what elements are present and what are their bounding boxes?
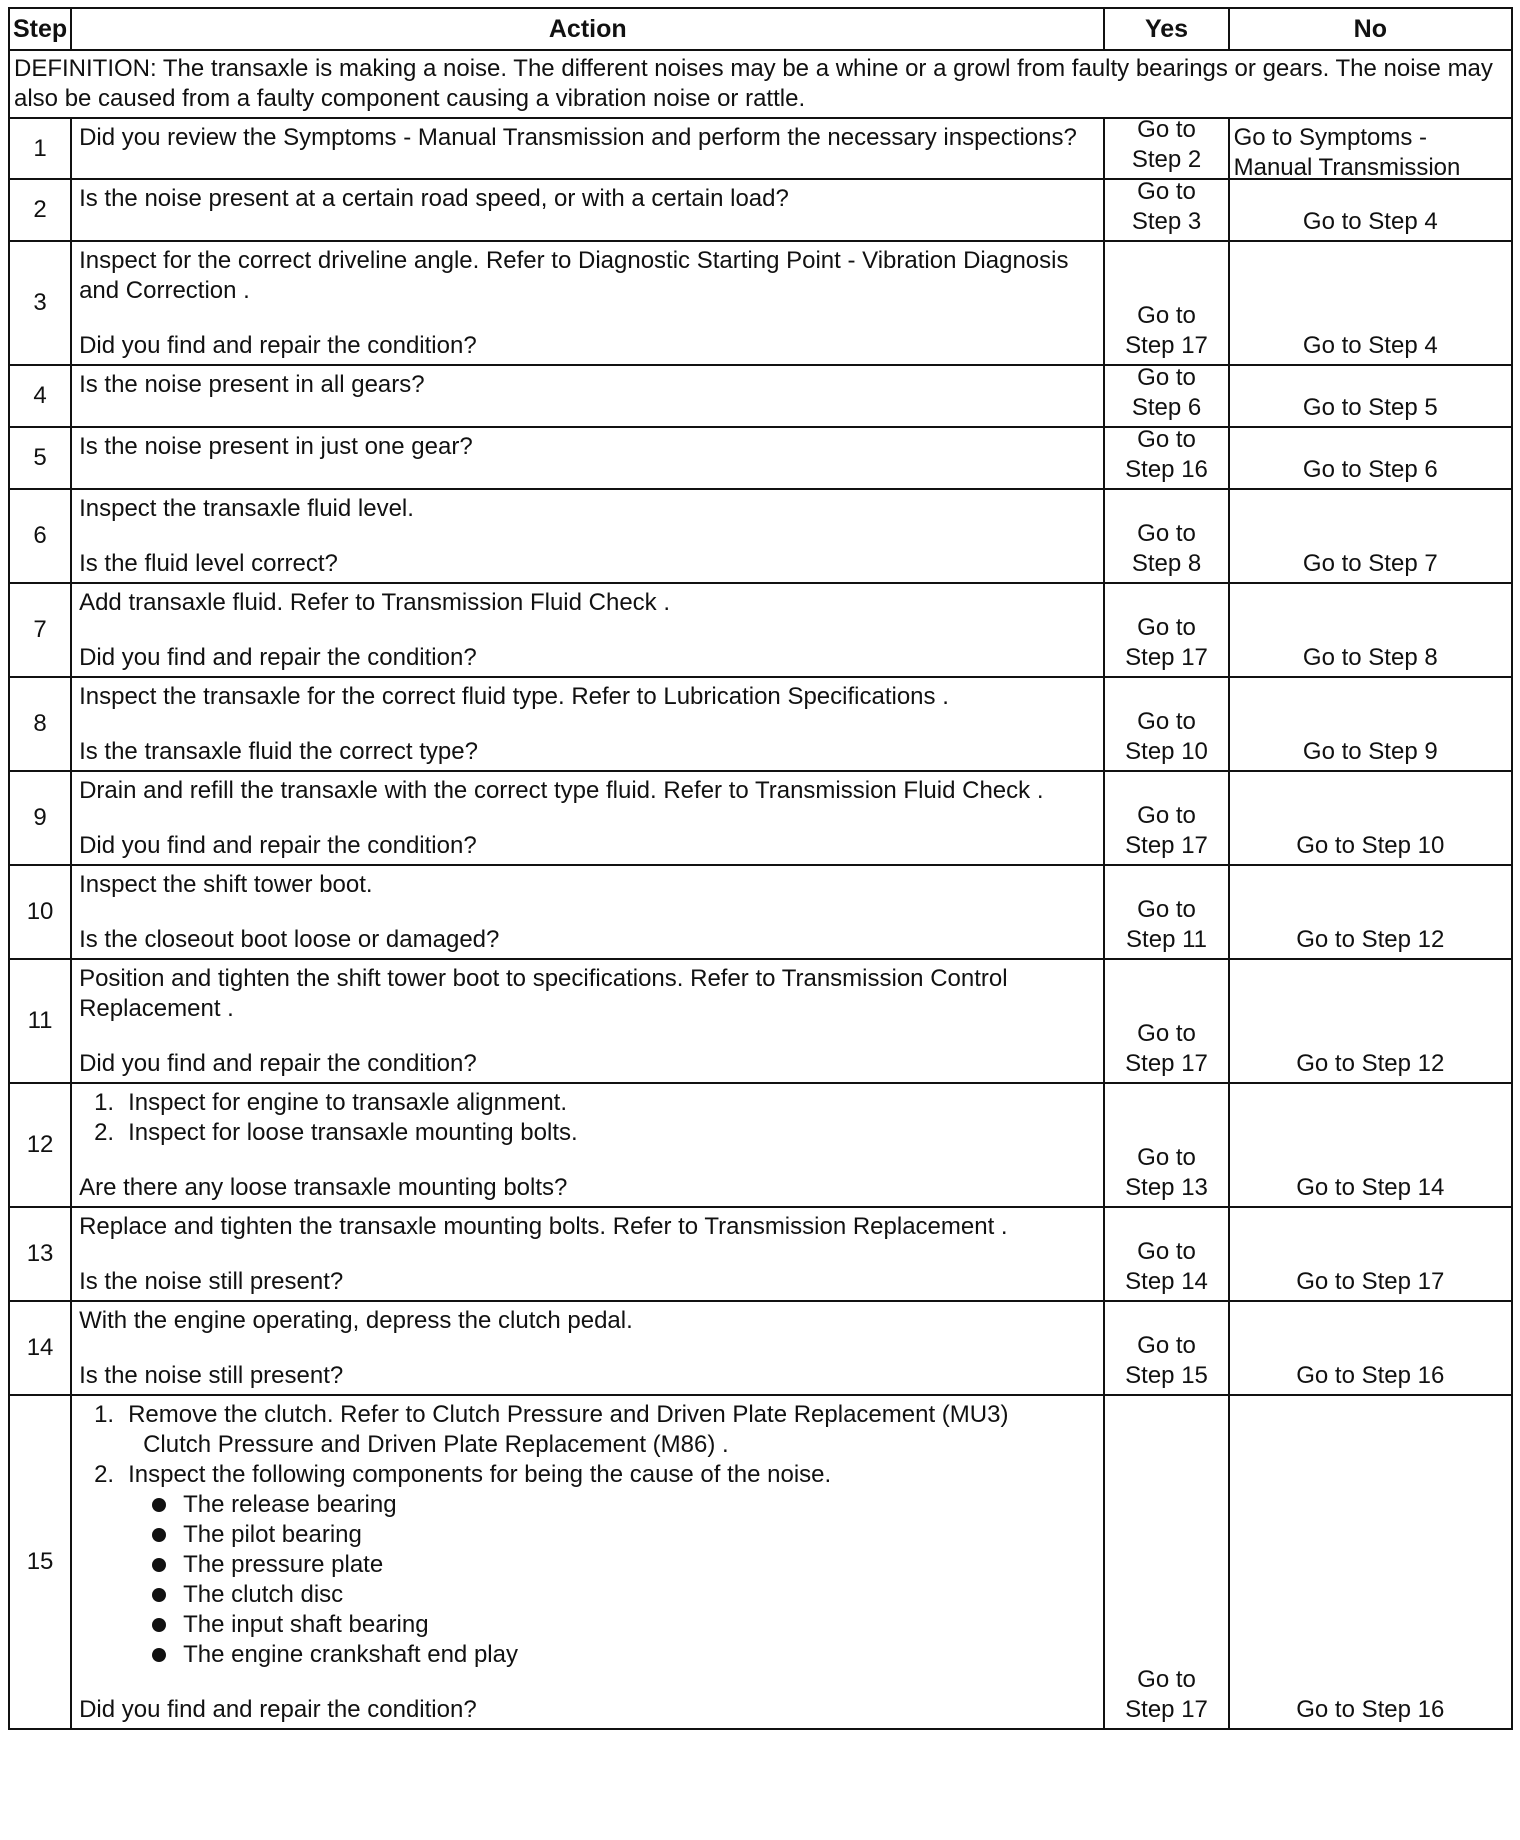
definition-text: DEFINITION: The transaxle is making a noise. The different noises may be a whine or a growl from faulty bearings or gears. The noise may also be caused from a faulty component causing a vibration noise or rattle.	[9, 50, 1512, 118]
no-result: Go to Step 8	[1302, 644, 1438, 671]
yes-result-line2: Step 11	[1126, 926, 1207, 953]
yes-result	[1105, 177, 1227, 237]
yes-result-line1: Go to	[1137, 614, 1196, 641]
yes-result-line2: Step 16	[1125, 456, 1208, 483]
no-result: Go to Step 6	[1302, 456, 1438, 483]
yes-result-line2: Step 17	[1125, 1050, 1208, 1077]
table-row	[9, 1083, 1512, 1207]
table-row	[9, 959, 1512, 1083]
action-cell	[71, 1395, 1104, 1729]
action-cell	[71, 1207, 1104, 1301]
step-list	[79, 1400, 1095, 1670]
action-cell	[71, 771, 1104, 865]
no-result-line2: Manual Transmission	[1233, 154, 1461, 181]
list-item	[79, 1460, 1095, 1490]
yes-cell	[1104, 1207, 1228, 1301]
question-text: Is the fluid level correct?	[79, 550, 338, 577]
table-row	[9, 677, 1512, 771]
yes-cell	[1104, 583, 1228, 677]
no-result: Go to Step 4	[1302, 332, 1438, 359]
yes-result-line2: Step 10	[1125, 738, 1208, 765]
action-text: Replace and tighten the transaxle mounting bolts. Refer to Transmission Replacement .	[79, 1213, 1008, 1240]
bullet-item: The clutch disc	[152, 1580, 1095, 1610]
no-result: Go to Step 5	[1302, 394, 1438, 421]
no-cell	[1229, 1301, 1512, 1395]
no-result: Go to Step 14	[1296, 1174, 1445, 1201]
no-cell	[1229, 865, 1512, 959]
no-cell	[1229, 1207, 1512, 1301]
table-row	[9, 427, 1512, 489]
yes-result-line1: Go to	[1137, 708, 1196, 735]
yes-result-line1: Go to	[1137, 178, 1196, 205]
no-cell	[1229, 365, 1512, 427]
action-cell	[71, 179, 1104, 241]
yes-result-line2: Step 17	[1125, 644, 1208, 671]
table-row	[9, 179, 1512, 241]
step-number: 4	[9, 365, 71, 427]
action-cell	[71, 677, 1104, 771]
component-list	[79, 1490, 1095, 1670]
yes-result-line1: Go to	[1137, 1666, 1196, 1693]
item-text: Inspect for loose transaxle mounting bolts.	[128, 1119, 578, 1146]
yes-result-line1: Go to	[1137, 1020, 1196, 1047]
no-cell	[1229, 1083, 1512, 1207]
yes-cell	[1104, 489, 1228, 583]
yes-result	[1105, 115, 1227, 175]
definition-row	[9, 50, 1512, 118]
table-row	[9, 118, 1512, 179]
action-text: Add transaxle fluid. Refer to Transmission Fluid Check .	[79, 589, 670, 616]
yes-result	[1105, 1665, 1227, 1725]
yes-result-line1: Go to	[1137, 1332, 1196, 1359]
question-text: Did you find and repair the condition?	[79, 1696, 477, 1723]
action-cell	[71, 583, 1104, 677]
yes-result-line2: Step 8	[1131, 550, 1202, 577]
item-text: Remove the clutch. Refer to Clutch Pressure and Driven Plate Replacement (MU3)	[128, 1401, 1009, 1428]
action-text: Inspect the transaxle fluid level.	[79, 495, 414, 522]
yes-result-line1: Go to	[1137, 364, 1196, 391]
action-cell	[71, 118, 1104, 179]
step-number: 2	[9, 179, 71, 241]
question-text: Did you find and repair the condition?	[79, 832, 477, 859]
bullet-item: The input shaft bearing	[152, 1610, 1095, 1640]
list-item	[79, 1088, 1095, 1118]
question-text: Is the noise still present?	[79, 1268, 344, 1295]
no-cell	[1229, 179, 1512, 241]
action-text: Did you review the Symptoms - Manual Transmission and perform the necessary inspections?	[79, 124, 1077, 151]
table-row	[9, 1207, 1512, 1301]
no-cell	[1229, 489, 1512, 583]
bullet-item: The release bearing	[152, 1490, 1095, 1520]
header-step: Step	[9, 8, 71, 50]
yes-result	[1105, 1237, 1227, 1297]
step-number: 10	[9, 865, 71, 959]
action-cell	[71, 1083, 1104, 1207]
yes-result-line1: Go to	[1137, 116, 1196, 143]
no-result	[1234, 123, 1509, 183]
yes-result	[1105, 801, 1227, 861]
yes-result-line1: Go to	[1137, 1144, 1196, 1171]
action-text: With the engine operating, depress the clutch pedal.	[79, 1307, 633, 1334]
yes-cell	[1104, 1395, 1228, 1729]
item-text-continued: Clutch Pressure and Driven Plate Replacement (M86) .	[143, 1431, 729, 1458]
yes-result-line1: Go to	[1137, 426, 1196, 453]
question-text: Is the closeout boot loose or damaged?	[79, 926, 500, 953]
no-cell	[1229, 427, 1512, 489]
question-text: Is the noise still present?	[79, 1362, 344, 1389]
no-cell	[1229, 959, 1512, 1083]
yes-cell	[1104, 677, 1228, 771]
step-number: 11	[9, 959, 71, 1083]
action-text: Is the noise present in all gears?	[79, 371, 425, 398]
yes-result	[1105, 1019, 1227, 1079]
yes-result-line1: Go to	[1137, 520, 1196, 547]
yes-result	[1105, 613, 1227, 673]
table-row	[9, 1395, 1512, 1729]
item-number: 2.	[94, 1461, 115, 1488]
step-number: 15	[9, 1395, 71, 1729]
action-cell	[71, 865, 1104, 959]
table-row	[9, 241, 1512, 365]
no-result: Go to Step 4	[1302, 208, 1438, 235]
action-text: Inspect the transaxle for the correct fluid type. Refer to Lubrication Specifications .	[79, 683, 949, 710]
no-result: Go to Step 17	[1296, 1268, 1445, 1295]
yes-result	[1105, 1143, 1227, 1203]
bullet-item: The pressure plate	[152, 1550, 1095, 1580]
no-result: Go to Step 12	[1296, 1050, 1445, 1077]
yes-result	[1105, 1331, 1227, 1391]
header-action: Action	[71, 8, 1104, 50]
yes-cell	[1104, 118, 1228, 179]
item-text: Inspect the following components for being the cause of the noise.	[128, 1461, 832, 1488]
step-number: 6	[9, 489, 71, 583]
diagnostic-table	[8, 7, 1513, 1730]
item-number: 1.	[94, 1089, 115, 1116]
yes-cell	[1104, 865, 1228, 959]
table-row	[9, 865, 1512, 959]
step-number: 14	[9, 1301, 71, 1395]
yes-result	[1105, 425, 1227, 485]
action-text: Position and tighten the shift tower boot to specifications. Refer to Transmission Control Replacement .	[79, 965, 1008, 1022]
yes-result-line2: Step 3	[1131, 208, 1202, 235]
question-text: Are there any loose transaxle mounting bolts?	[79, 1174, 568, 1201]
no-result: Go to Step 10	[1296, 832, 1445, 859]
table-row	[9, 1301, 1512, 1395]
yes-cell	[1104, 241, 1228, 365]
step-number: 3	[9, 241, 71, 365]
yes-result-line2: Step 14	[1125, 1268, 1208, 1295]
yes-cell	[1104, 427, 1228, 489]
item-number: 2.	[94, 1119, 115, 1146]
step-number: 8	[9, 677, 71, 771]
action-text: Drain and refill the transaxle with the correct type fluid. Refer to Transmission Fluid Check .	[79, 777, 1044, 804]
action-cell	[71, 959, 1104, 1083]
yes-result-line2: Step 17	[1125, 332, 1208, 359]
action-text: Is the noise present at a certain road speed, or with a certain load?	[79, 185, 789, 212]
action-cell	[71, 489, 1104, 583]
action-text: Inspect for the correct driveline angle. Refer to Diagnostic Starting Point - Vibration Diagnosis and Correction .	[79, 247, 1069, 304]
no-result: Go to Step 16	[1296, 1362, 1445, 1389]
action-cell	[71, 1301, 1104, 1395]
bullet-item: The pilot bearing	[152, 1520, 1095, 1550]
table-row	[9, 583, 1512, 677]
question-text: Did you find and repair the condition?	[79, 332, 477, 359]
yes-cell	[1104, 1083, 1228, 1207]
step-number: 9	[9, 771, 71, 865]
yes-result-line1: Go to	[1137, 896, 1196, 923]
no-cell	[1229, 771, 1512, 865]
no-result-line1: Go to Symptoms -	[1233, 124, 1427, 151]
yes-result-line2: Step 13	[1125, 1174, 1208, 1201]
yes-cell	[1104, 179, 1228, 241]
header-row	[9, 8, 1512, 50]
yes-result	[1105, 363, 1227, 423]
action-text: Inspect the shift tower boot.	[79, 871, 373, 898]
action-cell	[71, 241, 1104, 365]
yes-cell	[1104, 1301, 1228, 1395]
question-text: Did you find and repair the condition?	[79, 644, 477, 671]
action-cell	[71, 427, 1104, 489]
step-number: 13	[9, 1207, 71, 1301]
table-row	[9, 489, 1512, 583]
step-list	[79, 1088, 1095, 1148]
no-cell	[1229, 677, 1512, 771]
yes-result-line1: Go to	[1137, 802, 1196, 829]
yes-result-line2: Step 15	[1125, 1362, 1208, 1389]
yes-result	[1105, 301, 1227, 361]
item-text: Inspect for engine to transaxle alignment.	[128, 1089, 568, 1116]
step-number: 1	[9, 118, 71, 179]
action-cell	[71, 365, 1104, 427]
action-text: Is the noise present in just one gear?	[79, 433, 473, 460]
no-result: Go to Step 7	[1302, 550, 1438, 577]
yes-cell	[1104, 771, 1228, 865]
question-text: Did you find and repair the condition?	[79, 1050, 477, 1077]
no-result: Go to Step 9	[1302, 738, 1438, 765]
no-cell	[1229, 241, 1512, 365]
step-number: 7	[9, 583, 71, 677]
no-cell	[1229, 583, 1512, 677]
question-text: Is the transaxle fluid the correct type?	[79, 738, 478, 765]
yes-cell	[1104, 959, 1228, 1083]
list-item	[79, 1400, 1095, 1460]
step-number: 12	[9, 1083, 71, 1207]
yes-result	[1105, 895, 1227, 955]
header-no: No	[1229, 8, 1512, 50]
yes-result-line1: Go to	[1137, 302, 1196, 329]
table-row	[9, 771, 1512, 865]
yes-result	[1105, 519, 1227, 579]
yes-result-line2: Step 2	[1131, 146, 1202, 173]
yes-cell	[1104, 365, 1228, 427]
no-result: Go to Step 12	[1296, 926, 1445, 953]
yes-result-line2: Step 17	[1125, 832, 1208, 859]
table-row	[9, 365, 1512, 427]
step-number: 5	[9, 427, 71, 489]
no-result: Go to Step 16	[1296, 1696, 1445, 1723]
item-number: 1.	[94, 1401, 115, 1428]
yes-result-line2: Step 6	[1131, 394, 1202, 421]
bullet-item: The engine crankshaft end play	[152, 1640, 1095, 1670]
yes-result-line1: Go to	[1137, 1238, 1196, 1265]
header-yes: Yes	[1104, 8, 1228, 50]
list-item	[79, 1118, 1095, 1148]
yes-result-line2: Step 17	[1125, 1696, 1208, 1723]
yes-result	[1105, 707, 1227, 767]
no-cell	[1229, 1395, 1512, 1729]
no-cell	[1229, 118, 1512, 179]
